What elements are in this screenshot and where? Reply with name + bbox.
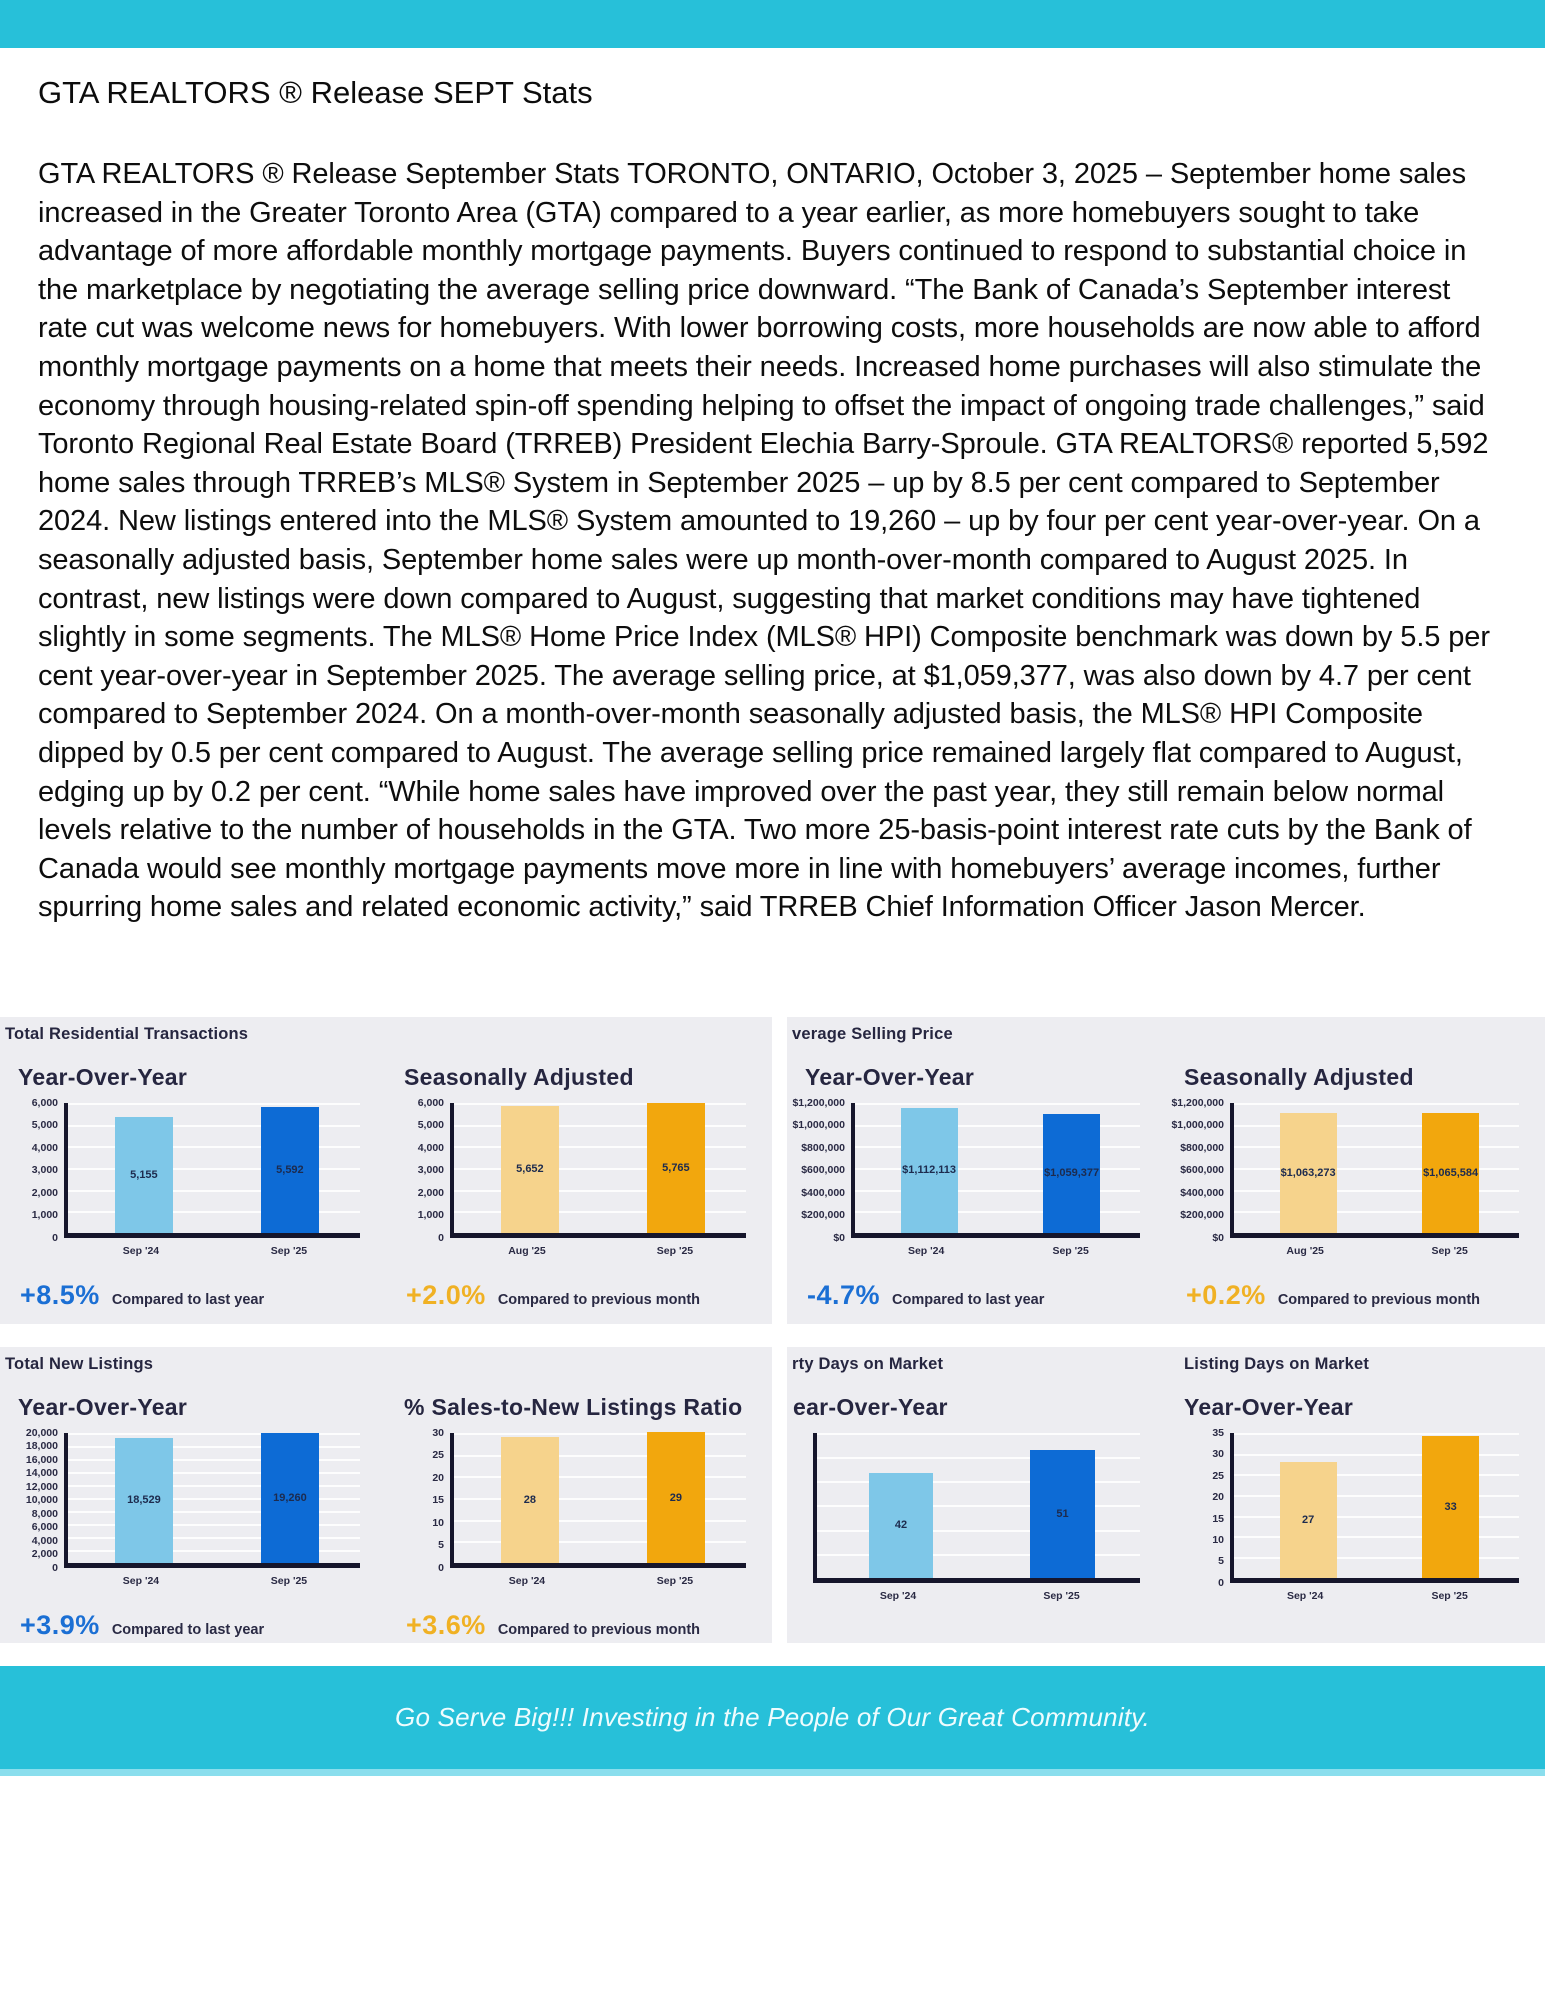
plot-area — [1230, 1103, 1519, 1238]
bar-value-label: $1,065,584 — [1423, 1166, 1479, 1179]
bar — [261, 1433, 319, 1563]
charts-row-1 — [0, 1017, 1545, 1324]
panel-average-selling-price — [787, 1017, 1545, 1324]
x-tick-label: Sep '25 — [1043, 1589, 1080, 1602]
change-note: Compared to last year — [111, 1291, 265, 1308]
y-tick-label: $0 — [833, 1231, 845, 1244]
x-tick-label: Sep '25 — [270, 1244, 308, 1257]
bar — [501, 1106, 559, 1233]
panel-title — [1166, 1025, 1545, 1044]
panel-title: Total Residential Transactions — [5, 1024, 249, 1043]
plot-area — [64, 1433, 360, 1568]
y-tick-label: 12,000 — [25, 1480, 58, 1493]
footer-bottom-strip — [0, 1769, 1545, 1776]
y-tick-label: 10 — [1212, 1534, 1224, 1547]
y-tick-label: $1,000,000 — [1171, 1119, 1224, 1132]
bar-value-label: 27 — [1301, 1514, 1315, 1527]
bar — [647, 1103, 705, 1233]
x-tick-label: Sep '24 — [122, 1574, 160, 1587]
x-tick-label: Sep '24 — [508, 1574, 546, 1587]
bar-value-label: 51 — [1056, 1508, 1069, 1521]
bar-value-label: $1,059,377 — [1044, 1167, 1100, 1180]
bar-value-label: $1,112,113 — [902, 1164, 957, 1177]
panel-total-residential-transactions — [0, 1017, 772, 1324]
panel-title: Total New Listings — [5, 1354, 154, 1373]
x-tick-label: Sep '25 — [656, 1574, 694, 1587]
y-tick-label: $400,000 — [1180, 1186, 1224, 1199]
bar — [1422, 1436, 1479, 1577]
y-tick-label: 5,000 — [417, 1119, 444, 1132]
gridline — [817, 1433, 1140, 1435]
percent-change: +0.2% — [1186, 1279, 1266, 1310]
change-caption — [20, 1280, 386, 1311]
panel-total-new-listings — [0, 1347, 772, 1643]
y-axis — [386, 1426, 450, 1574]
x-tick-label: Sep '24 — [1286, 1589, 1324, 1602]
bar — [1043, 1114, 1100, 1233]
bar — [501, 1437, 559, 1563]
chart-group — [1166, 1044, 1545, 1311]
y-axis — [787, 1433, 813, 1583]
change-caption — [807, 1280, 1166, 1311]
bar — [261, 1107, 319, 1233]
y-tick-label: $600,000 — [1180, 1164, 1224, 1177]
y-tick-label: 0 — [438, 1561, 444, 1574]
chart-group — [0, 1374, 386, 1641]
bar — [647, 1432, 705, 1563]
percent-change: +8.5% — [20, 1279, 100, 1310]
chart-group — [787, 1374, 1166, 1610]
bar — [115, 1438, 173, 1563]
chart-heading: Year-Over-Year — [1184, 1393, 1354, 1420]
chart-group — [787, 1044, 1166, 1311]
gridline — [1234, 1103, 1519, 1105]
y-axis — [787, 1096, 851, 1244]
y-tick-label: 2,000 — [417, 1186, 444, 1199]
panel-title: rty Days on Market — [792, 1354, 944, 1373]
y-tick-label: 20 — [432, 1471, 444, 1484]
y-tick-label: 4,000 — [31, 1141, 58, 1154]
plot-area — [851, 1103, 1140, 1238]
bar-value-label: 28 — [523, 1493, 537, 1506]
change-note: Compared to previous month — [497, 1621, 701, 1638]
change-caption — [406, 1610, 772, 1641]
plot-area — [64, 1103, 360, 1238]
chart-group — [0, 1044, 386, 1311]
bar — [1280, 1462, 1337, 1578]
bar-value-label: 5,592 — [276, 1163, 304, 1176]
y-axis — [1166, 1096, 1230, 1244]
bar-value-label: 5,155 — [130, 1168, 158, 1181]
gridline — [68, 1103, 360, 1105]
x-tick-label: Sep '24 — [907, 1244, 945, 1257]
x-axis-labels — [813, 1590, 1140, 1610]
chart-group — [386, 1044, 772, 1311]
y-axis — [386, 1096, 450, 1244]
charts-row-2 — [0, 1347, 1545, 1643]
panel-title: verage Selling Price — [792, 1024, 953, 1043]
y-tick-label: 14,000 — [25, 1467, 58, 1480]
percent-change: +2.0% — [406, 1279, 486, 1310]
x-axis-labels — [1230, 1245, 1519, 1265]
y-tick-label: 0 — [438, 1231, 444, 1244]
panel-days-on-market — [787, 1347, 1545, 1643]
y-tick-label: 4,000 — [417, 1141, 444, 1154]
chart-heading: Year-Over-Year — [805, 1063, 975, 1090]
y-tick-label: 6,000 — [31, 1521, 58, 1534]
y-tick-label: 8,000 — [31, 1507, 58, 1520]
y-tick-label: 5 — [1218, 1555, 1224, 1568]
y-tick-label: 16,000 — [25, 1453, 58, 1466]
y-axis — [0, 1096, 64, 1244]
y-tick-label: 30 — [1212, 1448, 1224, 1461]
y-tick-label: 2,000 — [31, 1186, 58, 1199]
y-tick-label: $800,000 — [801, 1141, 845, 1154]
x-tick-label: Sep '24 — [879, 1589, 917, 1602]
y-tick-label: 10,000 — [25, 1494, 58, 1507]
bar — [1280, 1113, 1337, 1233]
y-tick-label: $1,000,000 — [792, 1119, 845, 1132]
change-caption — [20, 1610, 386, 1641]
x-axis-labels — [851, 1245, 1140, 1265]
x-axis-labels — [64, 1575, 360, 1595]
chart-heading: Seasonally Adjusted — [404, 1063, 634, 1090]
y-tick-label: 2,000 — [31, 1548, 58, 1561]
gridline — [1234, 1433, 1519, 1435]
bar-value-label: 5,652 — [516, 1163, 544, 1176]
change-note: Compared to previous month — [497, 1291, 701, 1308]
change-note: Compared to last year — [111, 1621, 265, 1638]
y-tick-label: 30 — [432, 1426, 444, 1439]
y-tick-label: $1,200,000 — [1171, 1096, 1224, 1109]
change-caption — [1186, 1280, 1545, 1311]
y-tick-label: 6,000 — [417, 1096, 444, 1109]
y-tick-label: 1,000 — [31, 1209, 58, 1222]
y-tick-label: $600,000 — [801, 1164, 845, 1177]
x-tick-label: Sep '24 — [122, 1244, 160, 1257]
bar-value-label: $1,063,273 — [1280, 1167, 1336, 1180]
x-tick-label: Aug '25 — [1286, 1244, 1324, 1257]
y-tick-label: 3,000 — [31, 1164, 58, 1177]
y-tick-label: $400,000 — [801, 1186, 845, 1199]
x-tick-label: Sep '25 — [1431, 1589, 1468, 1602]
change-note: Compared to last year — [892, 1291, 1045, 1308]
y-tick-label: 20 — [1212, 1491, 1224, 1504]
percent-change: +3.6% — [406, 1609, 486, 1640]
y-tick-label: 4,000 — [31, 1534, 58, 1547]
y-tick-label: 25 — [1212, 1469, 1224, 1482]
y-tick-label: 20,000 — [25, 1426, 58, 1439]
y-tick-label: 5,000 — [31, 1119, 58, 1132]
change-caption — [406, 1280, 772, 1311]
x-axis-labels — [1230, 1590, 1519, 1610]
x-tick-label: Sep '25 — [1431, 1244, 1468, 1257]
footer-motto: Go Serve Big!!! Investing in the People of Our Great Community. — [395, 1701, 1150, 1732]
y-tick-label: 6,000 — [31, 1096, 58, 1109]
bar-value-label: 5,765 — [662, 1162, 690, 1175]
y-tick-label: 15 — [1212, 1512, 1224, 1525]
x-tick-label: Sep '25 — [656, 1244, 694, 1257]
y-tick-label: $200,000 — [1180, 1209, 1224, 1222]
panel-title — [386, 1355, 772, 1374]
y-tick-label: 0 — [52, 1561, 58, 1574]
bar — [869, 1473, 934, 1578]
gridline — [855, 1103, 1140, 1105]
bar — [115, 1117, 173, 1233]
y-tick-label: 18,000 — [25, 1440, 58, 1453]
chart-heading: Seasonally Adjusted — [1184, 1063, 1414, 1090]
chart-heading: Year-Over-Year — [18, 1393, 188, 1420]
panel-title — [386, 1025, 772, 1044]
y-tick-label: $200,000 — [801, 1209, 845, 1222]
x-tick-label: Sep '25 — [270, 1574, 308, 1587]
y-tick-label: 0 — [1218, 1576, 1224, 1589]
chart-group — [1166, 1374, 1545, 1610]
y-tick-label: 1,000 — [417, 1209, 444, 1222]
top-accent-bar — [0, 0, 1545, 48]
bar — [1422, 1113, 1479, 1233]
bar-value-label: 29 — [669, 1491, 683, 1504]
y-tick-label: 35 — [1212, 1426, 1224, 1439]
page-title: GTA REALTORS ® Release SEPT Stats — [38, 75, 593, 110]
article-body: GTA REALTORS ® Release September Stats TORONTO, ONTARIO, October 3, 2025 – September home sales increased in the Greater Toronto Area (GTA) compared to a year earlier, as more homebuyers sought to take advantage of more affordable monthly mortgage payments. Buyers continued to respond to substantial choice in the marketplace by negotiating the average selling price downward. “The Bank of Canada’s September interest rate cut was welcome news for homebuyers. With lower borrowing costs, more households are now able to afford monthly mortgage payments on a home that meets their needs. Increased home purchases will also stimulate the economy through housing-related spin-off spending helping to offset the impact of ongoing trade challenges,” said Toronto Regional Real Estate Board (TRREB) President Elechia Barry-Sproule. GTA REALTORS® reported 5,592 home sales through TRREB’s MLS® System in September 2025 – up by 8.5 per cent compared to September 2024. New listings entered into the MLS® System amounted to 19,260 – up by four per cent year-over-year. On a seasonally adjusted basis, September home sales were up month-over-month compared to August 2025. In contrast, new listings were down compared to August, suggesting that market conditions may have tightened slightly in some segments. The MLS® Home Price Index (MLS® HPI) Composite benchmark was down by 5.5 per cent year-over-year in September 2025. The average selling price, at $1,059,377, was also down by 4.7 per cent compared to September 2024. On a month-over-month seasonally adjusted basis, the MLS® HPI Composite dipped by 0.5 per cent compared to August. The average selling price remained largely flat compared to August, edging up by 0.2 per cent. “While home sales have improved over the past year, they still remain below normal levels relative to the number of households in the GTA. Two more 25-basis-point interest rate cuts by the Bank of Canada would see monthly mortgage payments move more in line with homebuyers’ average incomes, further spurring home sales and related economic activity,” said TRREB Chief Information Officer Jason Mercer. — [38, 158, 1490, 924]
bar — [901, 1108, 958, 1233]
bar-value-label: 42 — [894, 1519, 908, 1532]
y-axis — [1166, 1426, 1230, 1589]
panel-title: Listing Days on Market — [1184, 1354, 1370, 1373]
plot-area — [450, 1103, 746, 1238]
y-tick-label: 15 — [432, 1494, 444, 1507]
x-tick-label: Aug '25 — [508, 1244, 546, 1257]
x-axis-labels — [450, 1245, 746, 1265]
plot-area — [1230, 1433, 1519, 1583]
change-note: Compared to previous month — [1277, 1291, 1481, 1308]
y-tick-label: 5 — [438, 1539, 444, 1552]
footer-bar — [0, 1666, 1545, 1769]
chart-heading: ear-Over-Year — [793, 1393, 948, 1420]
x-axis-labels — [64, 1245, 360, 1265]
y-tick-label: 0 — [52, 1231, 58, 1244]
bar-value-label: 18,529 — [127, 1494, 161, 1507]
y-tick-label: 10 — [432, 1516, 444, 1529]
y-tick-label: $800,000 — [1180, 1141, 1224, 1154]
plot-area — [450, 1433, 746, 1568]
charts-section — [0, 1017, 1545, 1643]
y-tick-label: $0 — [1212, 1231, 1224, 1244]
chart-heading: Year-Over-Year — [18, 1063, 188, 1090]
y-tick-label: $1,200,000 — [792, 1096, 845, 1109]
bar-value-label: 33 — [1444, 1501, 1457, 1514]
y-axis — [0, 1426, 64, 1574]
x-axis-labels — [450, 1575, 746, 1595]
plot-area — [813, 1433, 1140, 1583]
bar-value-label: 19,260 — [273, 1491, 307, 1504]
chart-heading: % Sales-to-New Listings Ratio — [404, 1393, 743, 1420]
x-tick-label: Sep '25 — [1052, 1244, 1089, 1257]
y-tick-label: 3,000 — [417, 1164, 444, 1177]
percent-change: -4.7% — [807, 1279, 881, 1310]
chart-group — [386, 1374, 772, 1641]
bar — [1030, 1450, 1095, 1578]
percent-change: +3.9% — [20, 1609, 100, 1640]
y-tick-label: 25 — [432, 1449, 444, 1462]
